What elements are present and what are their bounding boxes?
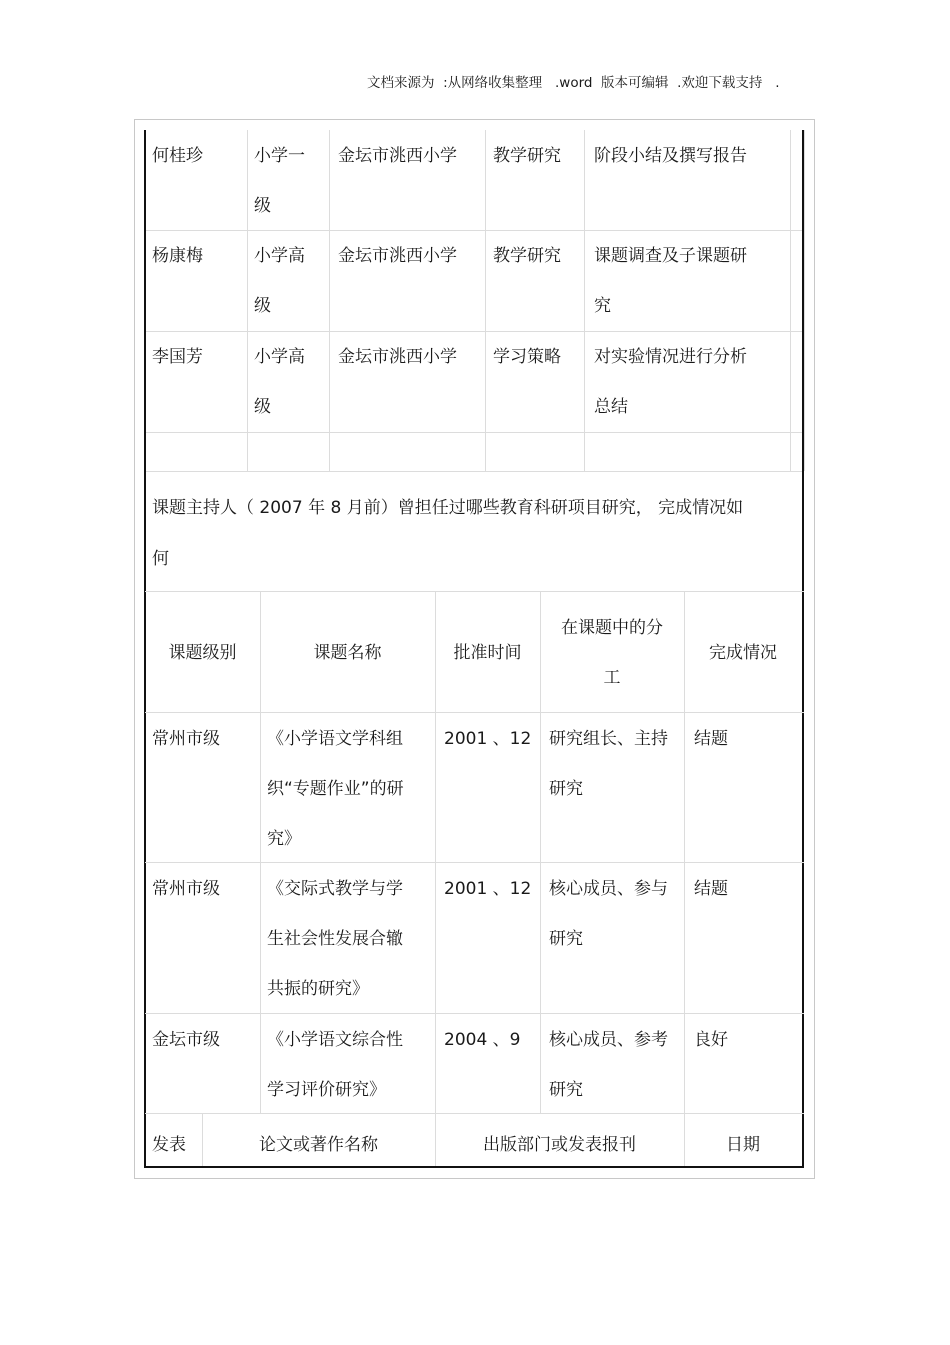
member-task-line: 课题调查及子课题研 (594, 246, 747, 266)
member-specialty-line: 学习策略 (493, 347, 561, 367)
prior-status-line: 结题 (694, 729, 728, 749)
prior-role-line: 核心成员、参考 (549, 1030, 668, 1050)
member-specialty-line: 教学研究 (493, 146, 561, 166)
prior-name-line: 生社会性发展合辙 (267, 929, 403, 949)
member-name-line: 何桂珍 (152, 146, 203, 166)
member-col-divider (584, 130, 585, 471)
header-role-line: 工 (603, 668, 621, 688)
member-title-line: 级 (254, 196, 271, 216)
member-name-line: 李国芳 (152, 347, 203, 367)
prior-role-line: 研究 (549, 929, 583, 949)
prior-date-line: 2001 、12 (444, 729, 532, 749)
member-specialty-line: 教学研究 (493, 246, 561, 266)
prior-status-line: 良好 (694, 1030, 728, 1050)
member-unit (338, 131, 488, 181)
header-role (540, 603, 684, 703)
member-name (152, 231, 247, 281)
member-task (594, 131, 794, 181)
prior-status (694, 1015, 794, 1065)
prior-status (694, 714, 794, 764)
prior-role (549, 864, 684, 964)
table-right-border (802, 471, 804, 1168)
pub-date (684, 1120, 802, 1170)
member-task (594, 231, 794, 331)
prior-name (267, 864, 435, 1014)
header-date-line: 批准时间 (453, 643, 522, 663)
prior-name-line: 共振的研究》 (267, 979, 369, 999)
member-specialty (493, 231, 583, 281)
pub-publisher-line: 出版部门或发表报刊 (483, 1135, 636, 1155)
prior-level (152, 714, 257, 764)
prior-research-question-line: 何 (152, 549, 169, 569)
header-level (145, 628, 260, 678)
prior-date-line: 2001 、12 (444, 879, 532, 899)
prior-date-line: 2004 、9 (444, 1030, 521, 1050)
prior-status-line: 结题 (694, 879, 728, 899)
member-row-divider (145, 471, 804, 472)
member-row-divider (145, 432, 804, 433)
member-name (152, 131, 247, 181)
member-specialty (493, 131, 583, 181)
member-title-line: 小学高 (254, 347, 305, 367)
pub-publish-line: 发表 (152, 1135, 186, 1155)
member-name (152, 332, 247, 382)
members-right-border (802, 130, 804, 471)
member-unit-line: 金坛市洮西小学 (338, 347, 457, 367)
prior-research-question-line: 课题主持人（ 2007 年 8 月前）曾担任过哪些教育科研项目研究， 完成情况如 (152, 498, 744, 518)
prior-role (549, 714, 684, 814)
prior-date (444, 714, 540, 764)
pub-publisher (435, 1120, 684, 1170)
pub-publish (152, 1120, 202, 1170)
prior-name-line: 《小学语文学科组 (267, 729, 403, 749)
prior-name-line: 《交际式教学与学 (267, 879, 403, 899)
member-unit (338, 332, 488, 382)
member-task (594, 332, 794, 432)
header-status-line: 完成情况 (709, 643, 777, 663)
member-title (254, 131, 329, 231)
prior-row-divider (145, 1113, 804, 1114)
pub-title (202, 1120, 435, 1170)
prior-row-divider (145, 712, 804, 713)
member-title-line: 级 (254, 296, 271, 316)
header-status (684, 628, 802, 678)
question-bottom-divider (145, 591, 804, 592)
prior-row-divider (145, 1013, 804, 1014)
prior-name-line: 织“专题作业”的研 (267, 779, 404, 799)
prior-level-line: 常州市级 (152, 729, 220, 749)
prior-role-line: 研究 (549, 1080, 583, 1100)
prior-level (152, 864, 257, 914)
member-col-divider (485, 130, 486, 471)
prior-date (444, 864, 540, 914)
prior-name-line: 学习评价研究》 (267, 1080, 386, 1100)
member-task-line: 对实验情况进行分析 (594, 347, 747, 367)
prior-role-line: 研究 (549, 779, 583, 799)
prior-role-line: 核心成员、参与 (549, 879, 668, 899)
member-unit (338, 231, 488, 281)
member-col-divider (804, 130, 805, 471)
prior-level-line: 常州市级 (152, 879, 220, 899)
prior-name-line: 究》 (267, 829, 301, 849)
member-specialty (493, 332, 583, 382)
member-task-line: 总结 (594, 397, 628, 417)
member-title-line: 小学一 (254, 146, 305, 166)
table-bottom-border (144, 1166, 804, 1168)
prior-name (267, 1015, 435, 1115)
prior-research-question (152, 483, 792, 585)
header-name (260, 628, 435, 678)
source-note: 文档来源为 :从网络收集整理 .word 版本可编辑 .欢迎下载支持 . (367, 75, 780, 91)
header-role-line: 在课题中的分 (561, 618, 663, 638)
header-name-line: 课题名称 (313, 643, 382, 663)
member-title (254, 231, 329, 331)
prior-date (444, 1015, 540, 1065)
member-col-divider (247, 130, 248, 471)
pub-date-line: 日期 (726, 1135, 760, 1155)
prior-name-line: 《小学语文综合性 (267, 1030, 403, 1050)
prior-role (549, 1015, 684, 1115)
member-title (254, 332, 329, 432)
prior-level-line: 金坛市级 (152, 1030, 220, 1050)
member-unit-line: 金坛市洮西小学 (338, 246, 457, 266)
prior-name (267, 714, 435, 864)
member-col-divider (329, 130, 330, 471)
prior-row-divider (145, 862, 804, 863)
header-date (435, 628, 540, 678)
prior-level (152, 1015, 257, 1065)
member-task-line: 究 (594, 296, 611, 316)
prior-status (694, 864, 794, 914)
prior-role-line: 研究组长、主持 (549, 729, 668, 749)
member-unit-line: 金坛市洮西小学 (338, 146, 457, 166)
member-title-line: 级 (254, 397, 271, 417)
header-level-line: 课题级别 (168, 643, 237, 663)
member-task-line: 阶段小结及撰写报告 (594, 146, 747, 166)
member-name-line: 杨康梅 (152, 246, 203, 266)
pub-title-line: 论文或著作名称 (259, 1135, 378, 1155)
member-title-line: 小学高 (254, 246, 305, 266)
